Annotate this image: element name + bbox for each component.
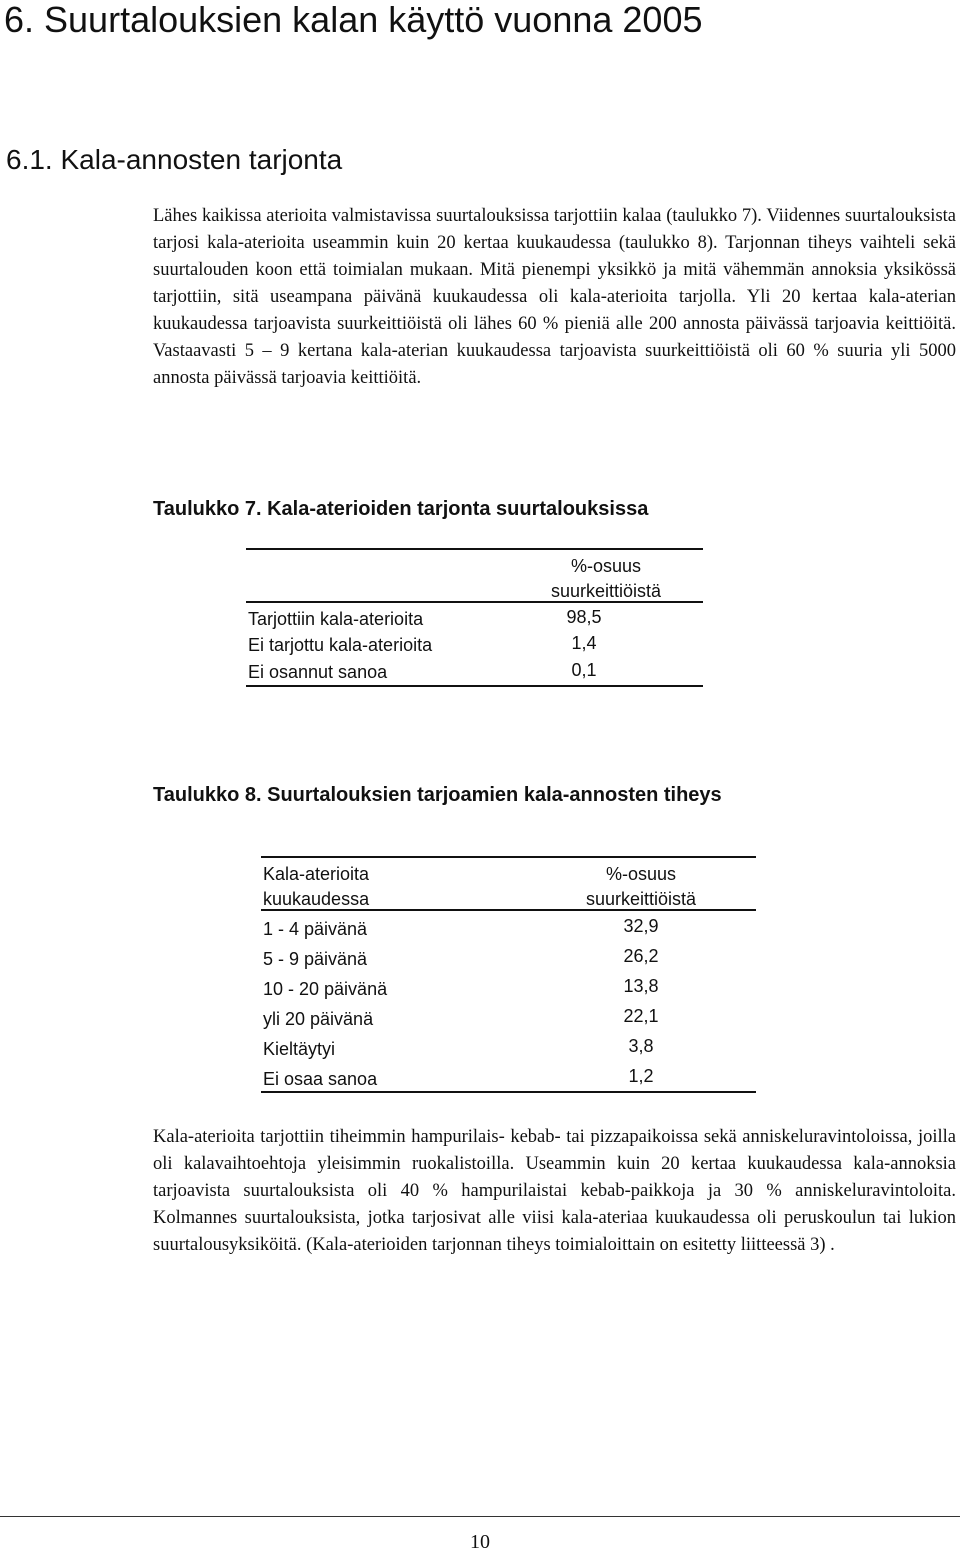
table7-bottom-rule	[246, 685, 703, 687]
table8-top-rule	[261, 856, 756, 858]
table8-row-label: Kieltäytyi	[263, 1039, 336, 1059]
table8-bottom-rule	[261, 1091, 756, 1093]
table7-row-value: 98,5	[566, 607, 602, 627]
table8-row-label: 10 - 20 päivänä	[263, 979, 388, 999]
table7-row-label: Tarjottiin kala-aterioita	[248, 609, 424, 629]
table8	[261, 856, 756, 1094]
table7-header-line1: %-osuus	[570, 556, 642, 576]
table8-row-value: 32,9	[623, 916, 659, 936]
table8-row-label: yli 20 päivänä	[263, 1009, 374, 1029]
intro-paragraph: Lähes kaikissa aterioita valmistavissa suurtalouksissa tarjottiin kalaa (taulukko 7). Viidennes suurtalouksista tarjosi kala-aterioita useammin kuin 20 kertaa kuukaudessa (taulukko 8). Tarjonnan tiheys vaihteli sekä suurtalouden koon että toimialan mukaan. Mitä pienempi yksikkö ja mitä vähemmän annoksia yksikössä tarjottiin, sitä useampana päivänä kuukaudessa oli kala-aterioita tarjolla. Yli 20 kertaa kala-aterian kuukaudessa tarjoavista suurkeittiöistä oli lähes 60 % pieniä alle 200 annosta päivässä tarjoavia keittiöitä. Vastaavasti 5 – 9 kertana kala-aterian kuukaudessa tarjoavista suurkeittiöistä oli 60 % suuria yli 5000 annosta päivässä tarjoavia keittiöitä.	[153, 206, 956, 388]
table8-header-rule	[261, 909, 756, 911]
table8-col2-header-line1: %-osuus	[605, 864, 677, 884]
table7-row-label: Ei tarjottu kala-aterioita	[248, 635, 433, 655]
table7-row-value: 0,1	[571, 660, 597, 680]
table8-col1-header-line1: Kala-aterioita	[263, 864, 370, 884]
table7-top-rule	[246, 548, 703, 550]
table8-row-value: 3,8	[628, 1036, 654, 1056]
table7	[246, 548, 703, 688]
table8-col2-header-line2: suurkeittiöistä	[585, 889, 697, 909]
table8-row-label: Ei osaa sanoa	[263, 1069, 378, 1089]
footer-divider	[0, 1516, 960, 1517]
page-heading: 6. Suurtalouksien kalan käyttö vuonna 2005	[4, 0, 703, 40]
table7-row-label: Ei osannut sanoa	[248, 662, 388, 682]
section-heading: 6.1. Kala-annosten tarjonta	[6, 144, 343, 175]
table8-row-value: 22,1	[623, 1006, 659, 1026]
table8-row-value: 26,2	[623, 946, 659, 966]
table7-row-value: 1,4	[571, 633, 597, 653]
table8-row-label: 5 - 9 päivänä	[263, 949, 368, 969]
table7-caption: Taulukko 7. Kala-aterioiden tarjonta suurtalouksissa	[153, 498, 649, 520]
closing-paragraph: Kala-aterioita tarjottiin tiheimmin hampurilais- kebab- tai pizzapaikoissa sekä anniskeluravintoloissa, joilla oli kalavaihtoehtoja yleisimmin ruokalistoilla. Useammin kuin 20 kertaa kuukaudessa kala-annoksia tarjoavista suurtalouksista oli 40 % hampurilaistai kebab-paikkoja ja 30 % anniskeluravintoloita. Kolmannes suurtalouksista, jotka tarjosivat alle viisi kala-ateriaa kuukaudessa oli peruskoulun tai lukion suurtalousyksiköitä. (Kala-aterioiden tarjonnan tiheys toimialoittain on esitetty liitteessä 3) .	[153, 1127, 956, 1255]
table8-row-label: 1 - 4 päivänä	[263, 919, 368, 939]
page-number: 10	[470, 1531, 490, 1553]
table8-row-value: 13,8	[623, 976, 659, 996]
table7-header-rule	[246, 601, 703, 603]
table7-header-line2: suurkeittiöistä	[550, 581, 662, 601]
table8-caption: Taulukko 8. Suurtalouksien tarjoamien kala-annosten tiheys	[153, 784, 722, 806]
table8-col1-header-line2: kuukaudessa	[263, 889, 370, 909]
table8-row-value: 1,2	[628, 1066, 654, 1086]
